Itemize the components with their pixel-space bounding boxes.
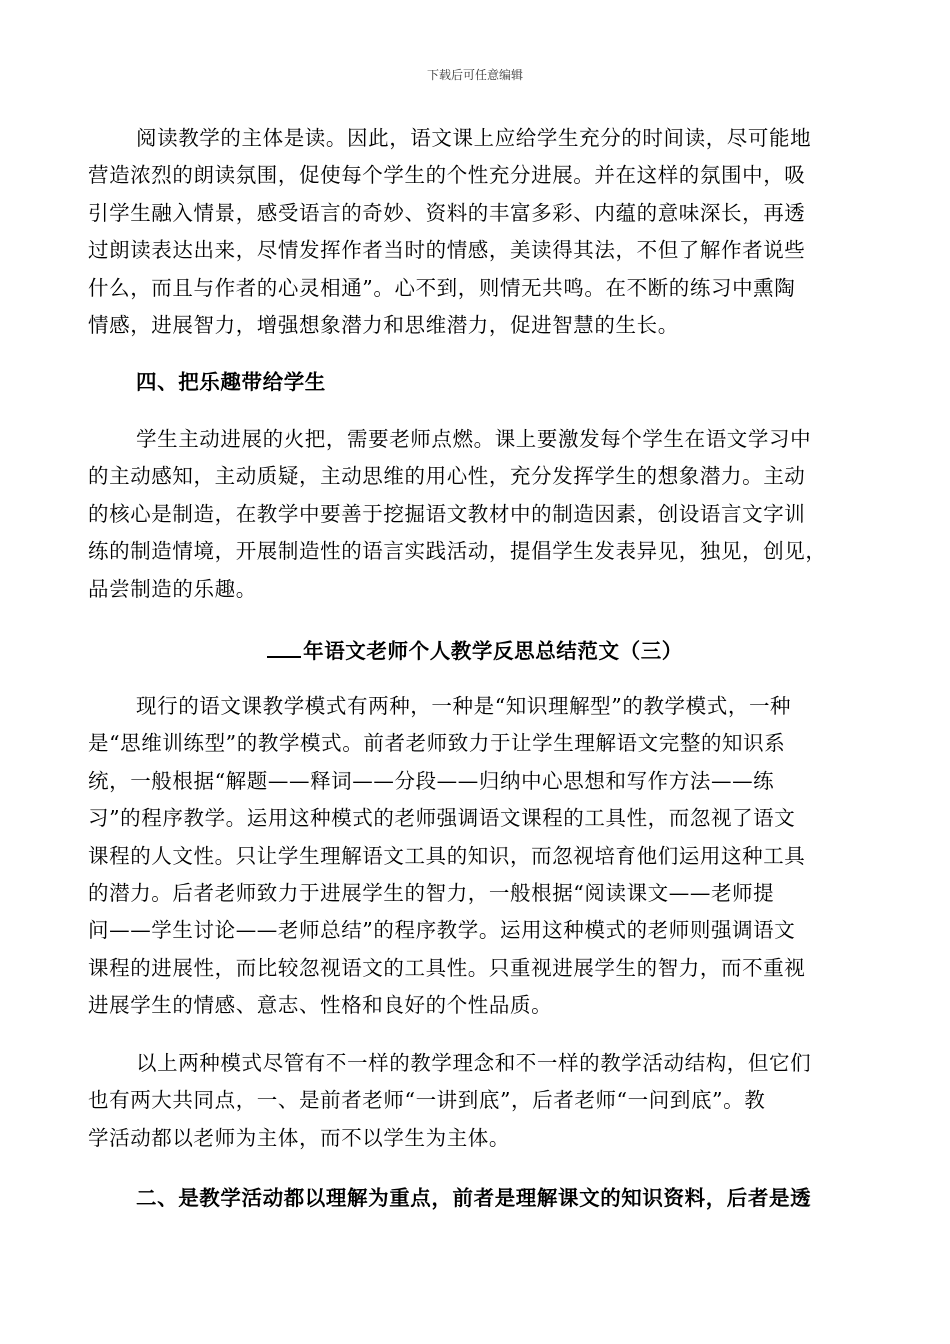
section-title — [0, 634, 950, 664]
text-line: 引学生融入情景，感受语言的奇妙、资料的丰富多彩、内蕴的意味深长，再透 — [88, 200, 806, 225]
heading-text: 四、把乐趣带给学生 — [136, 370, 326, 394]
text-line: 学生主动进展的火把，需要老师点燃。课上要激发每个学生在语文学习中 — [136, 427, 812, 451]
text-line: 的潜力。后者老师致力于进展学生的智力，一般根据“阅读课文——老师提 — [88, 881, 775, 906]
text-line: 营造浓烈的朗读氛围，促使每个学生的个性充分进展。并在这样的氛围中，吸 — [88, 163, 806, 188]
text-line: 的主动感知，主动质疑，主动思维的用心性，充分发挥学生的想象潜力。主动 — [88, 464, 806, 489]
paragraph-teaching-modes — [88, 688, 858, 1025]
paragraph-common-points — [88, 1045, 858, 1157]
section-title-text: 年语文老师个人教学反思总结范文（三） — [303, 639, 683, 663]
text-line: 进展学生的情感、意志、性格和良好的个性品质。 — [88, 993, 553, 1018]
paragraph-second-point — [88, 1180, 858, 1217]
text-line: 是“思维训练型”的教学模式。前者老师致力于让学生理解语文完整的知识系 — [88, 731, 786, 756]
text-line: 品尝制造的乐趣。 — [88, 576, 257, 601]
year-blank-underline — [267, 638, 301, 658]
text-line: 练的制造情境，开展制造性的语言实践活动，提倡学生发表异见，独见，创见， — [88, 539, 827, 564]
text-line: 习”的程序教学。运用这种模式的老师强调语文课程的工具性，而忽视了语文 — [88, 806, 796, 831]
text-line: 学活动都以老师为主体，而不以学生为主体。 — [88, 1125, 510, 1150]
paragraph-reading-aloud — [88, 120, 858, 344]
heading-four — [88, 364, 858, 401]
text-line: 以上两种模式尽管有不一样的教学理念和不一样的教学活动结构，但它们 — [136, 1051, 812, 1075]
text-line: 情感，进展智力，增强想象潜力和思维潜力，促进智慧的生长。 — [88, 313, 679, 338]
text-line: 的核心是制造，在教学中要善于挖掘语文教材中的制造因素，创设语言文字训 — [88, 501, 806, 526]
text-line: 统，一般根据“解题——释词——分段——归纳中心思想和写作方法——练 — [88, 768, 775, 793]
text-line: 阅读教学的主体是读。因此，语文课上应给学生充分的时间读，尽可能地 — [136, 126, 812, 150]
paragraph-bring-joy — [88, 421, 858, 608]
text-line: 问——学生讨论——老师总结”的程序教学。运用这种模式的老师则强调语文 — [88, 918, 796, 943]
text-line: 课程的人文性。只让学生理解语文工具的知识，而忽视培育他们运用这种工具 — [88, 843, 806, 868]
text-line: 过朗读表达出来，尽情发挥作者当时的情感，美读得其法，不但了解作者说些 — [88, 238, 806, 263]
text-line: 课程的进展性，而比较忽视语文的工具性。只重视进展学生的智力，而不重视 — [88, 955, 806, 980]
page-header: 下载后可任意编辑 — [426, 68, 523, 82]
text-line: 现行的语文课教学模式有两种，一种是“知识理解型”的教学模式，一种 — [136, 694, 792, 718]
text-line: 什么，而且与作者的心灵相通”。心不到，则情无共鸣。在不断的练习中熏陶 — [88, 275, 796, 300]
text-line: 二、是教学活动都以理解为重点，前者是理解课文的知识资料，后者是透 — [136, 1186, 812, 1210]
text-line: 也有两大共同点，一、是前者老师“一讲到底”，后者老师“一问到底”。教 — [88, 1088, 766, 1113]
